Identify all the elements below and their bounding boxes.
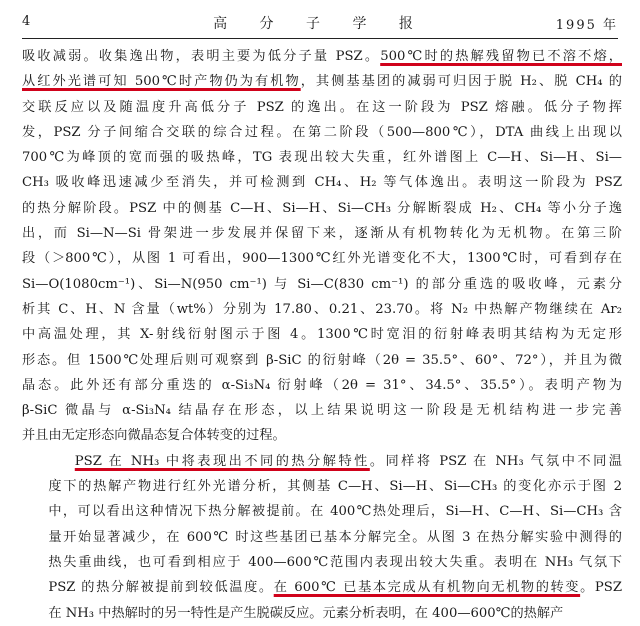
text-run: 的热分解阶段。PSZ 中的侧基 C—H、Si—H、Si—CH₃ 分解断裂成 H₂、CH₄ 等小分子逸 <box>22 200 622 216</box>
text-run: 形态。但 1500℃处理后则可观察到 β-SiC 的衍射峰（2θ = 35.5°、60°、72°），并且为微 <box>22 352 622 368</box>
publication-year: 1995 年 <box>555 18 618 33</box>
text-line <box>22 69 622 94</box>
text-line <box>22 474 622 499</box>
text-run: 中，可以看出这种情况下热分解被提前。在 400℃热处理后，Si—H、C—H、Si—CH₃ 含 <box>48 504 622 520</box>
text-line <box>22 297 622 322</box>
text-run: 。PSZ <box>580 580 622 596</box>
text-line <box>22 423 622 448</box>
underlined-phrase: 从红外光谱可知 500℃时产物仍为有机物 <box>22 74 301 90</box>
text-run: 热失重曲线，也可看到相应于 400—600℃范围内表现出较大失重。表明在 NH₃ 气氛下 <box>48 554 622 570</box>
text-run: 析其 C、H、N 含量（wt%）分别为 17.80、0.21、23.70。将 N₂ 中热解产物继续在 Ar₂ <box>22 301 622 317</box>
text-run: Si—O(1080cm⁻¹)、Si—N(950 cm⁻¹) 与 Si—C(830 cm⁻¹) 的部分重选的吸收峰，元素分 <box>22 276 622 292</box>
text-run: 。同样将 PSZ 在 NH₃ 气氛中不同温 <box>369 453 622 469</box>
text-run: CH₃ 吸收峰迅速减少至消失，并可检测到 CH₄、H₂ 等气体逸出。表明这一阶段为 PSZ <box>22 175 622 191</box>
text-run: 700℃为峰顶的宽而强的吸热峰，TG 表现出较大失重，红外谱图上 C—H、Si—H、Si— <box>22 150 622 166</box>
text-run: 段（＞800℃），从图 1 可看出，900—1300℃红外光谱变化不大，1300℃时，可看到存在 <box>22 251 622 267</box>
text-line <box>22 398 622 423</box>
text-line <box>22 449 622 474</box>
paragraph <box>22 449 622 626</box>
page-header <box>22 12 618 39</box>
underlined-phrase: PSZ 在 NH₃ 中将表现出不同的热分解特性 <box>74 453 370 469</box>
page-number: 4 <box>22 14 31 29</box>
text-line <box>22 575 622 600</box>
underlined-phrase: 500℃时的热解残留物已不溶不熔， <box>380 49 622 64</box>
article-body <box>22 44 622 626</box>
text-line <box>22 246 622 271</box>
text-line <box>22 348 622 373</box>
text-run: ，其侧基基团的减弱可归因于脱 H₂、脱 CH₄ 的 <box>300 74 622 90</box>
text-run: 量开始显著减少，在 600℃ 时这些基团已基本分解完全。从图 3 在热分解实验中测得的 <box>48 529 622 545</box>
text-run: 发，PSZ 分子间缩合交联的综合过程。在第二阶段（500—800℃），DTA 曲线上出现以 <box>22 124 622 140</box>
text-run: PSZ 的热分解被提前到较低温度。 <box>48 580 274 596</box>
text-line <box>22 322 622 347</box>
text-run: 吸收减弱。收集逸出物，表明主要为低分子量 PSZ。 <box>22 49 381 64</box>
text-run: β-SiC 微晶与 α-Si₃N₄ 结晶存在形态，以上结果说明这一阶段是无机结构进一步完善 <box>22 403 622 419</box>
text-line <box>22 373 622 398</box>
text-run: 度下的热解产物进行红外光谱分析，其侧基 C—H、Si—H、Si—CH₃ 的变化亦示于图 2 <box>48 479 622 495</box>
text-line <box>22 221 622 246</box>
text-run: 交联反应以及随温度升高低分子 PSZ 的逸出。在这一阶段为 PSZ 熔融。低分子物挥 <box>22 99 622 115</box>
text-line <box>22 601 622 626</box>
underlined-phrase: 在 600℃ 已基本完成从有机物向无机物的转变 <box>273 580 581 596</box>
text-run: 中高温处理，其 X-射线衍射图示于图 4。1300℃时宽泪的衍射峰表明其结构为无定形 <box>22 327 622 343</box>
text-run: 出，而 Si—N—Si 骨架进一步发展并保留下来，逐渐从有机物转化为无机物。在第三阶 <box>22 226 622 242</box>
paragraph <box>22 44 622 449</box>
text-line <box>22 525 622 550</box>
text-line <box>22 550 622 575</box>
text-line <box>22 196 622 221</box>
text-line <box>22 44 622 69</box>
text-line <box>22 272 622 297</box>
text-line <box>22 499 622 524</box>
journal-title: 高 分 子 学 报 <box>213 16 427 32</box>
text-line <box>22 95 622 120</box>
text-run: 在 NH₃ 中热解时的另一特性是产生脱碳反应。元素分析表明，在 400—600℃的热解产 <box>48 605 564 621</box>
text-run: 并且由无定形态向微晶态复合体转变的过程。 <box>22 428 286 444</box>
text-line <box>22 145 622 170</box>
text-run: 晶态。此外还有部分重迭的 α-Si₃N₄ 衍射峰（2θ = 31°、34.5°、35.5°）。表明产物为 <box>22 377 622 393</box>
text-line <box>22 170 622 195</box>
text-line <box>22 120 622 145</box>
